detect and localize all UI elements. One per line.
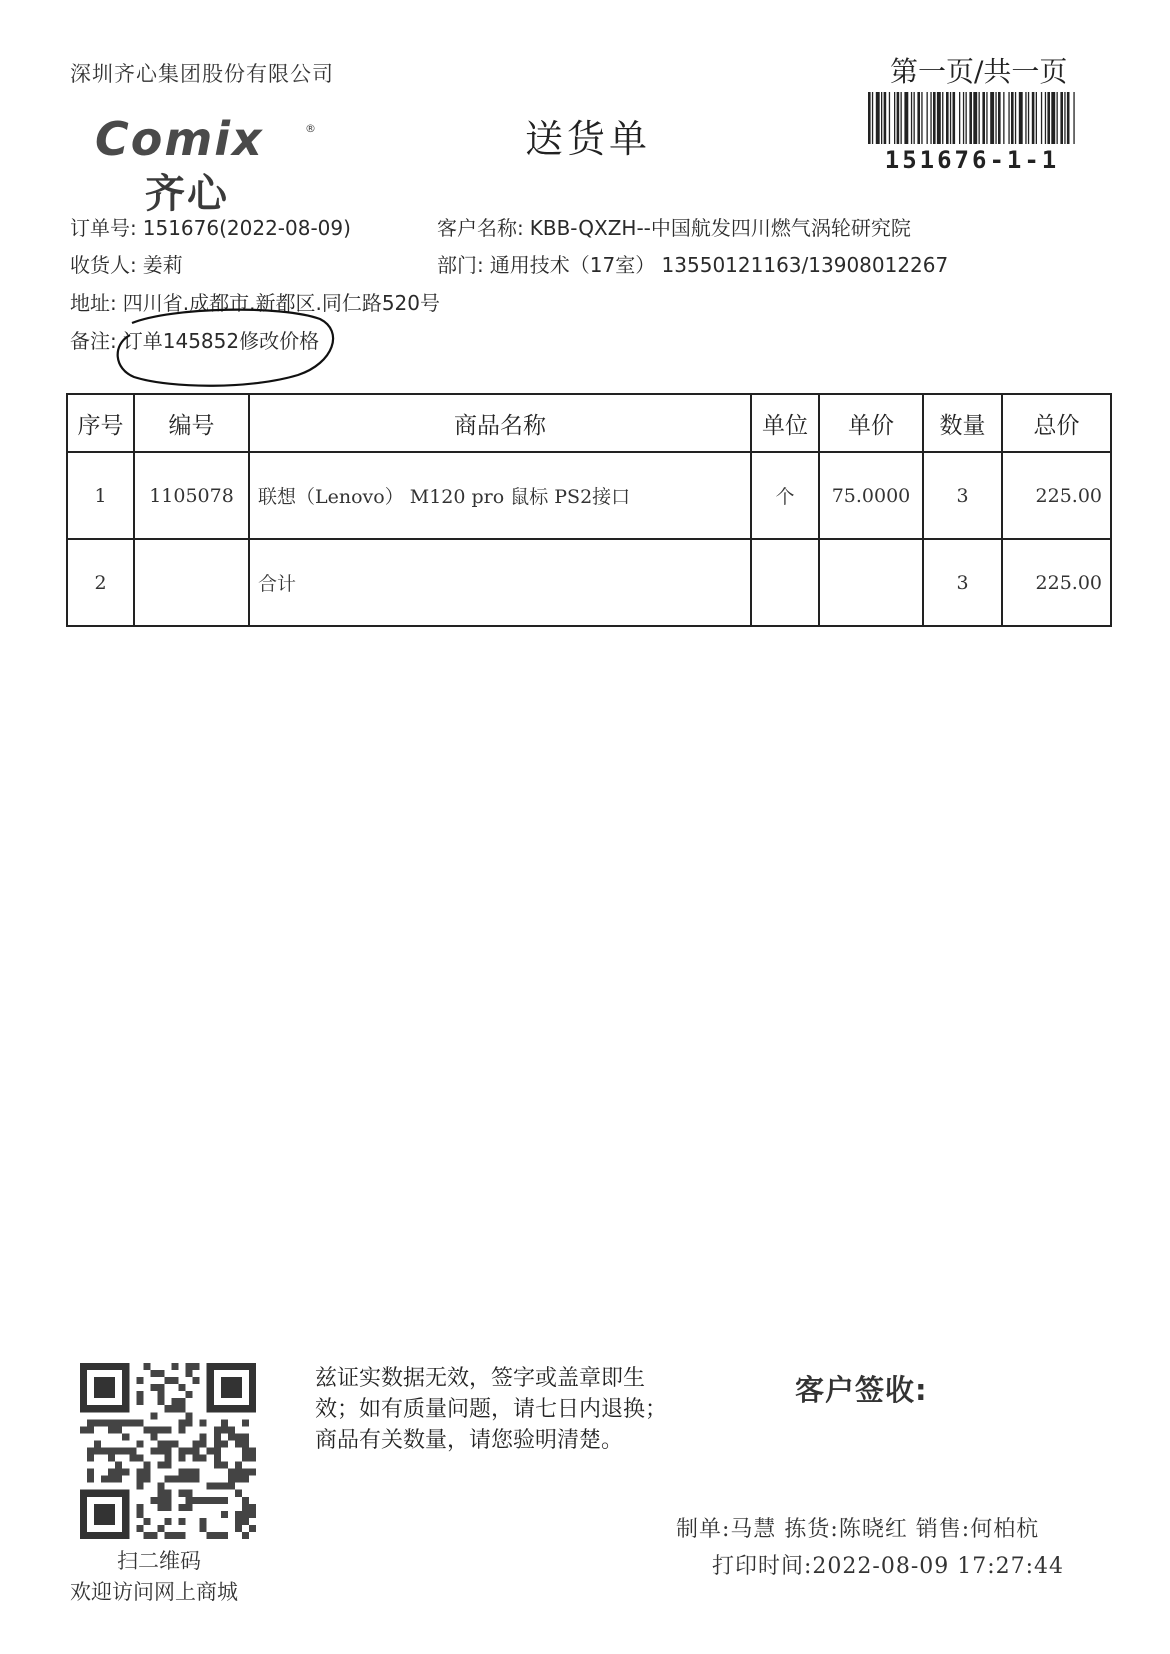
- column-header: 单位: [751, 394, 819, 452]
- barcode-icon: [868, 92, 1076, 144]
- qr-code-icon: [80, 1363, 256, 1539]
- column-header: 总价: [1002, 394, 1111, 452]
- table-cell: [751, 539, 819, 626]
- column-header: 商品名称: [249, 394, 751, 452]
- registered-mark-icon: ®: [305, 122, 316, 135]
- print-time: 打印时间:2022-08-09 17:27:44: [712, 1554, 1065, 1579]
- table-cell: 联想（Lenovo） M120 pro 鼠标 PS2接口: [249, 452, 751, 539]
- order-number-label: 订单号:: [70, 216, 137, 240]
- table-row: [67, 452, 1111, 539]
- department: [437, 249, 948, 278]
- receiver-label: 收货人:: [70, 253, 137, 277]
- logo-chinese: 齐心: [145, 171, 229, 217]
- column-header: 数量: [923, 394, 1002, 452]
- barcode-number: 151676-1-1: [884, 146, 1060, 174]
- table-cell: [819, 539, 923, 626]
- staff-line: 制单:马慧 拣货:陈晓红 销售:何柏杭: [676, 1517, 1040, 1542]
- document-title: 送货单: [525, 117, 652, 161]
- column-header: 编号: [134, 394, 249, 452]
- items-table: [66, 393, 1112, 627]
- table-cell: 3: [923, 539, 1002, 626]
- table-cell: 75.0000: [819, 452, 923, 539]
- disclaimer-line: 兹证实数据无效，签字或盖章即生: [315, 1366, 646, 1391]
- page-indicator: 第一页/共一页: [890, 55, 1068, 88]
- disclaimer-line: 商品有关数量，请您验明清楚。: [315, 1428, 624, 1453]
- column-header: 序号: [67, 394, 134, 452]
- department-label: 部门:: [437, 253, 484, 277]
- receiver-value: 姜莉: [142, 253, 183, 277]
- column-header: 单价: [819, 394, 923, 452]
- customer-name-label: 客户名称:: [437, 216, 524, 240]
- remark-value: 订单145852修改价格: [122, 329, 320, 353]
- table-cell: [134, 539, 249, 626]
- disclaimer: [315, 1363, 667, 1456]
- department-value: 通用技术（17室） 13550121163/13908012267: [489, 253, 949, 277]
- handwritten-circle-icon: [112, 305, 340, 391]
- qr-caption-scan: 扫二维码: [117, 1549, 201, 1573]
- customer-signature-label: 客户签收:: [795, 1373, 928, 1407]
- order-number-value: 151676(2022-08-09): [142, 216, 351, 240]
- table-cell: 225.00: [1002, 452, 1111, 539]
- customer-name: [437, 212, 911, 241]
- table-cell: 1: [67, 452, 134, 539]
- company-logo: [95, 112, 316, 217]
- table-cell: 3: [923, 452, 1002, 539]
- table-header-row: [67, 394, 1111, 452]
- address-label: 地址:: [70, 291, 117, 315]
- receiver: [70, 249, 183, 278]
- order-number: [70, 212, 351, 241]
- logo-english: Comix: [95, 112, 264, 166]
- table-cell: 1105078: [134, 452, 249, 539]
- disclaimer-line: 效；如有质量问题，请七日内退换；: [315, 1397, 668, 1422]
- barcode: [868, 92, 1076, 174]
- qr-caption-mall: 欢迎访问网上商城: [70, 1580, 238, 1604]
- company-name: 深圳齐心集团股份有限公司: [70, 62, 334, 86]
- customer-name-value: KBB-QXZH--中国航发四川燃气涡轮研究院: [529, 216, 911, 240]
- table-cell: 2: [67, 539, 134, 626]
- address-value: 四川省.成都市.新都区.同仁路520号: [122, 291, 440, 315]
- table-cell: 225.00: [1002, 539, 1111, 626]
- table-cell: 合计: [249, 539, 751, 626]
- remark-label: 备注:: [70, 329, 117, 353]
- table-cell: 个: [751, 452, 819, 539]
- table-row: [67, 539, 1111, 626]
